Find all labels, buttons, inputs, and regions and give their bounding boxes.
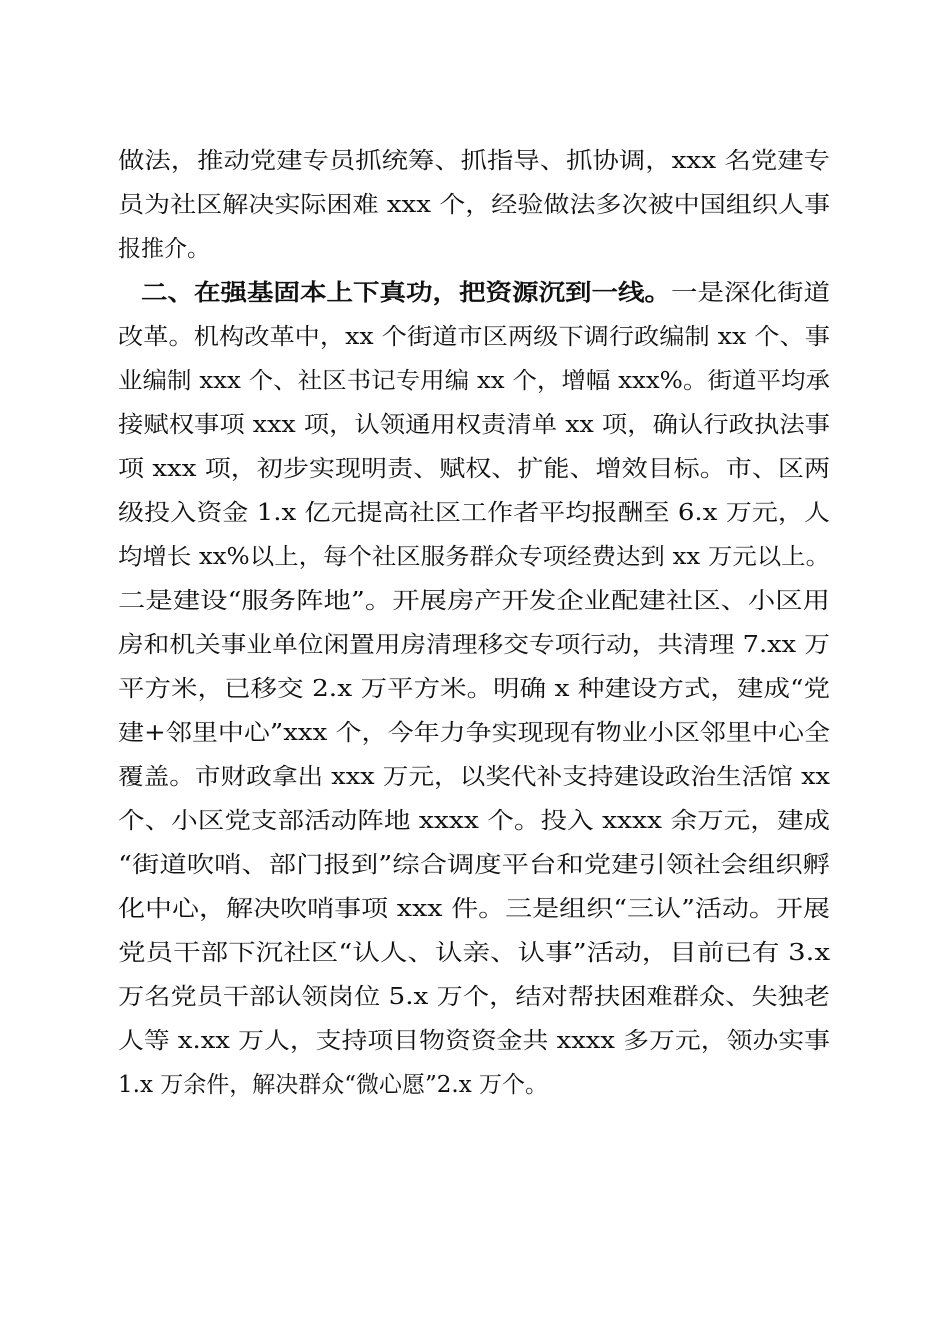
line-text: 业编制 xxx 个、社区书记专用编 xx 个，增幅 xxx%。街道平均承 [118, 368, 831, 394]
line-text: 接赋权事项 xxx 项，认领通用权责清单 xx 项，确认行政执法事 [118, 412, 831, 438]
text-line [118, 843, 830, 887]
line-text: 一是深化街道 [671, 280, 831, 306]
text-line [118, 623, 830, 667]
text-line [118, 315, 830, 359]
text-line [118, 667, 830, 711]
line-text: 均增长 xx%以上，每个社区服务群众专项经费达到 xx 万元以上。 [118, 544, 831, 570]
text-line [118, 1019, 830, 1063]
line-text: 1.x 万余件，解决群众“微心愿”2.x 万个。 [118, 1072, 548, 1098]
text-line [118, 1063, 830, 1107]
text-line [118, 183, 830, 227]
section-heading: 二、在强基固本上下真功，把资源沉到一线。 [141, 279, 672, 306]
text-line [118, 447, 830, 491]
line-text: 房和机关事业单位闲置用房清理移交专项行动，共清理 7.xx 万 [118, 632, 830, 658]
line-text: 党员干部下沉社区“认人、认亲、认事”活动，目前已有 3.x [118, 940, 830, 966]
text-line [118, 491, 830, 535]
line-text: 报推介。 [118, 236, 210, 262]
line-text: 项 xxx 项，初步实现明责、赋权、扩能、增效目标。市、区两 [118, 456, 831, 482]
body-text [118, 139, 830, 1107]
text-line [118, 139, 830, 183]
line-text: 平方米，已移交 2.x 万平方米。明确 x 种建设方式，建成“党 [118, 676, 830, 702]
text-line [118, 579, 830, 623]
text-line [118, 931, 830, 975]
line-text: 改革。机构改革中，xx 个街道市区两级下调行政编制 xx 个、事 [118, 324, 831, 350]
line-text: 覆盖。市财政拿出 xxx 万元，以奖代补支持建设政治生活馆 xx [118, 764, 831, 790]
line-text: “街道吹哨、部门报到”综合调度平台和党建引领社会组织孵 [118, 852, 831, 878]
section-heading-line [118, 271, 830, 315]
text-line [118, 755, 830, 799]
text-line [118, 975, 830, 1019]
line-text: 建+邻里中心”xxx 个，今年力争实现现有物业小区邻里中心全 [118, 720, 831, 746]
line-text: 化中心，解决吹哨事项 xxx 件。三是组织“三认”活动。开展 [118, 896, 831, 922]
line-text: 人等 x.xx 万人，支持项目物资资金共 xxxx 多万元，领办实事 [118, 1028, 831, 1054]
section-line [141, 271, 830, 315]
text-line [118, 535, 830, 579]
line-text: 万名党员干部认领岗位 5.x 万个，结对帮扶困难群众、失独老 [118, 984, 830, 1010]
text-line [118, 711, 830, 755]
line-text: 做法，推动党建专员抓统筹、抓指导、抓协调，xxx 名党建专 [118, 148, 830, 174]
text-line [118, 887, 830, 931]
line-text: 员为社区解决实际困难 xxx 个，经验做法多次被中国组织人事 [118, 192, 831, 218]
text-line [118, 227, 830, 271]
text-line [118, 799, 830, 843]
text-line [118, 403, 830, 447]
text-line [118, 359, 830, 403]
line-text: 个、小区党支部活动阵地 xxxx 个。投入 xxxx 余万元，建成 [118, 808, 830, 834]
line-text: 二是建设“服务阵地”。开展房产开发企业配建社区、小区用 [118, 588, 831, 614]
line-text: 级投入资金 1.x 亿元提高社区工作者平均报酬至 6.x 万元，人 [118, 500, 830, 526]
